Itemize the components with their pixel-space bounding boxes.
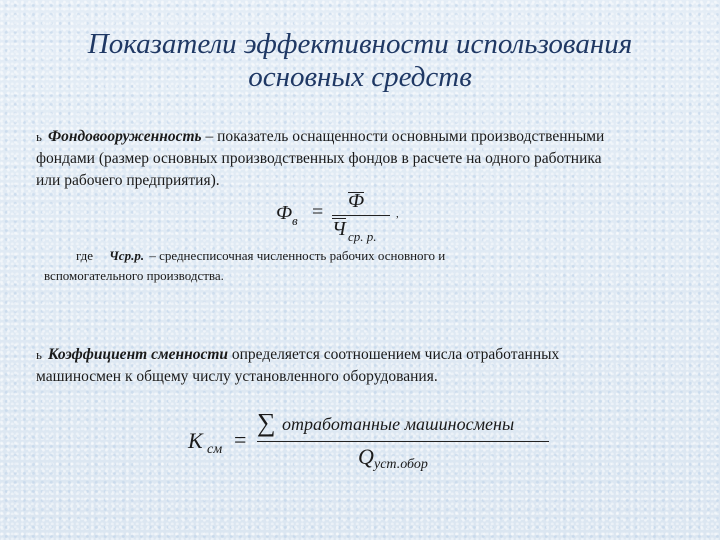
formula1-equals: =: [312, 201, 324, 223]
formula2-sigma: ∑: [257, 408, 276, 437]
bullet-marker: ь: [36, 347, 42, 362]
slide-title: [0, 28, 720, 94]
formula1-lhs-sub: в: [292, 213, 298, 228]
section-fondovooruzhennost: [36, 126, 706, 192]
formula2-numerator: отработанные машиносмены: [282, 414, 515, 434]
formula1-denominator: Ч: [332, 218, 346, 240]
note-text-line2: вспомогательного производства.: [44, 268, 224, 283]
section1-text-line3: или рабочего предприятия).: [36, 172, 220, 189]
section-koeff-smennosti: [36, 344, 706, 388]
note-line1: [44, 246, 604, 266]
slide-title-line2: основных средств: [248, 61, 472, 93]
formula1-note: [44, 246, 604, 286]
formula2-fraction-line: [257, 441, 549, 442]
slide-title-line1: Показатели эффективности использования: [87, 28, 633, 60]
section1-text-line2: фондами (размер основных производственных фондов в расчете на одного работника: [36, 150, 602, 167]
note-text-line1: – среднесписочная численность рабочих основного и: [146, 248, 446, 263]
section1-text-line1: – показатель оснащенности основными производственными: [201, 128, 605, 145]
formula1-trailing-comma: ,: [396, 208, 399, 220]
formula2-equals: =: [234, 427, 247, 452]
section2-text-line2: машиносмен к общему числу установленного оборудования.: [36, 368, 438, 385]
note-prefix: где: [76, 248, 94, 263]
formula1-denominator-sub: ср. р.: [348, 229, 377, 244]
formula2-lhs: K: [188, 428, 203, 453]
formula1-fraction-line: [332, 215, 390, 216]
formula2-denominator-sub: уст.обор: [374, 457, 428, 472]
note-symbol: Чср.р.: [109, 248, 145, 263]
formula1-lhs: Ф: [276, 202, 293, 224]
formula1-numerator: Ф: [348, 190, 365, 212]
term-koeff-smennosti: Коэффициент сменности: [47, 346, 228, 363]
bullet-marker: ь: [36, 129, 42, 144]
formula2-lhs-sub: см: [207, 442, 223, 457]
section2-text-line1: определяется соотношением числа отработанных: [228, 346, 560, 363]
section1-line1: [36, 126, 706, 148]
term-fondovooruzhennost: Фондовооруженность: [47, 128, 202, 145]
formula2-denominator: Q: [358, 444, 374, 469]
section2-line1: [36, 344, 706, 366]
